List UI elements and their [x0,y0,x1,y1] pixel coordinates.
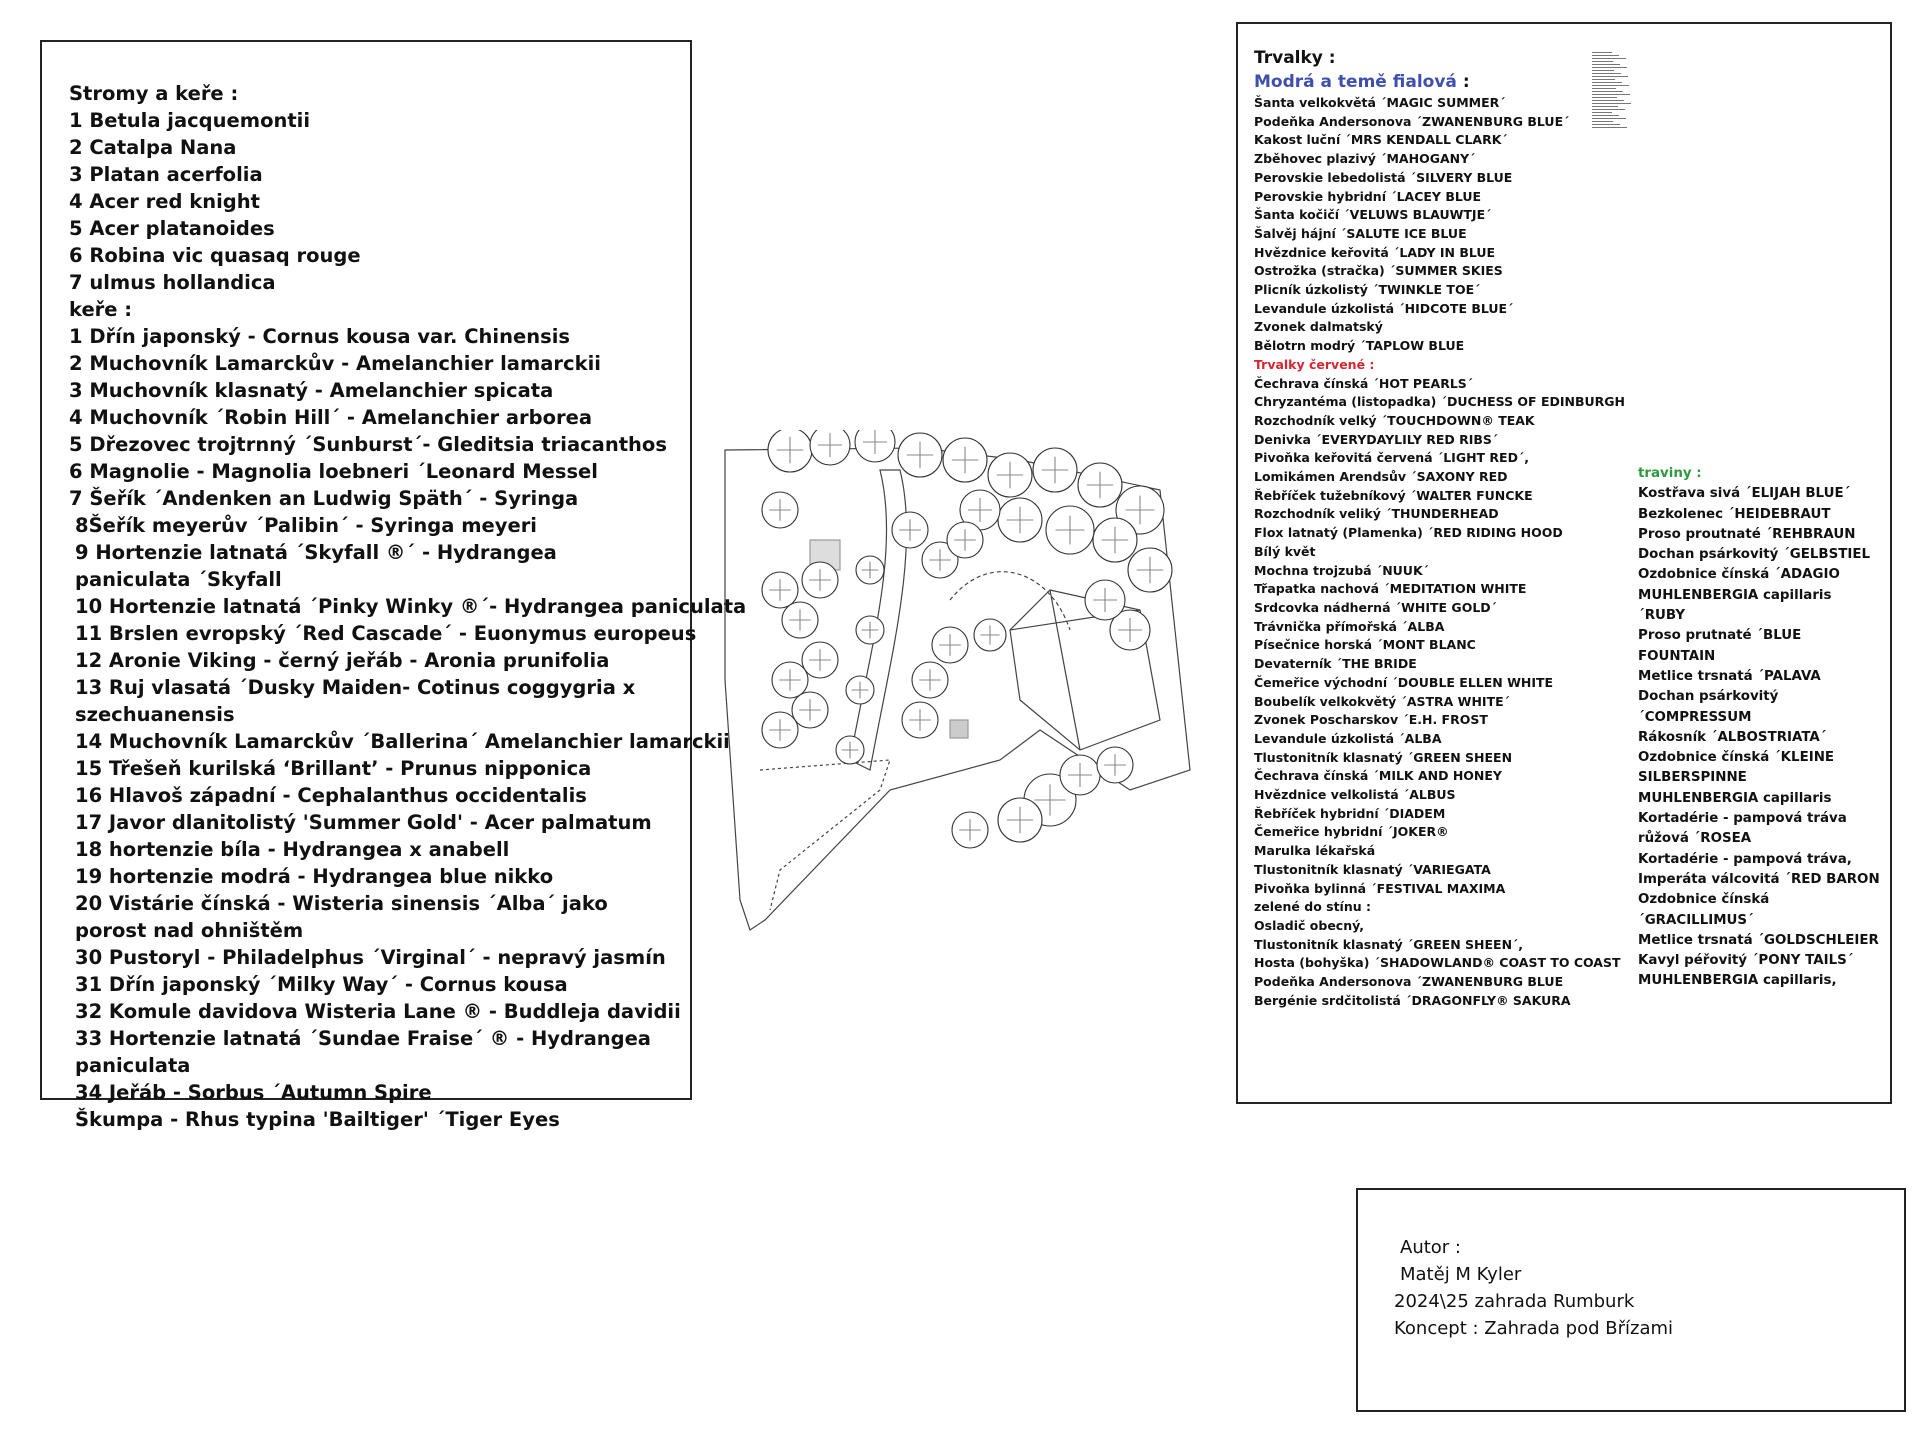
list-item: 4 Muchovník ´Robin Hill´ - Amelanchier arborea [69,406,593,429]
list-item: Hosta (bohyška) ´SHADOWLAND® COAST TO COAST [1254,955,1621,971]
list-item: 17 Javor dlanitolistý 'Summer Gold' - Acer palmatum [75,811,652,834]
list-item: Proso proutnaté ´REHBRAUN [1638,526,1856,542]
list-item: Tlustonitník klasnatý ´VARIEGATA [1254,861,1491,877]
list-item: 14 Muchovník Lamarckův ´Ballerina´ Amelanchier lamarckii [75,730,730,753]
list-item: Trávnička přímořská ´ALBA [1254,618,1445,634]
hedge-path [760,760,890,910]
list-item: 2 Catalpa Nana [69,136,237,159]
list-item: Hvězdnice keřovitá ´LADY IN BLUE [1254,244,1496,260]
list-item: Kavyl péřovitý ´PONY TAILS´ [1638,953,1854,969]
list-item: Čechrava čínská ´MILK AND HONEY [1254,768,1502,784]
list-item: 8Šeřík meyerův ´Palibin´ - Syringa meyeri [75,514,537,537]
trees-shrubs-legend [40,40,747,1131]
list-item: Rozchodník velký ´TOUCHDOWN® TEAK [1254,412,1535,428]
list-item: Plicník úzkolistý ´TWINKLE TOE´ [1254,282,1481,298]
author-label: Autor : [1400,1237,1461,1258]
list-item: Ozdobnice čínská ´GRACILLIMUS´ [1638,892,1770,928]
list-item: Bílý květ [1254,543,1316,559]
author-name: Matěj M Kyler [1400,1264,1522,1285]
list-item: 33 Hortenzie latnatá ´Sundae Fraise´ ® - Hydrangea paniculata [75,1027,651,1077]
list-item: Čechrava čínská ´HOT PEARLS´ [1254,375,1474,391]
list-item: Zvonek Poscharskov ´E.H. FROST [1254,712,1488,728]
list-item: 5 Acer platanoides [69,217,275,240]
grasses-column [1638,464,1883,992]
concept-name: Koncept : Zahrada pod Břízami [1394,1318,1674,1339]
list-item: Podeňka Andersonova ´ZWANENBURG BLUE´ [1254,113,1570,129]
list-item: Podeňka Andersonova ´ZWANENBURG BLUE [1254,974,1564,990]
list-item: 32 Komule davidova Wisteria Lane ® - Buddleja davidii [75,1000,681,1023]
list-item: Šalvěj hájní ´SALUTE ICE BLUE [1254,225,1467,241]
list-item: Šanta kočičí ´VELUWS BLAUWTJE´ [1254,207,1492,223]
list-item: 10 Hortenzie latnatá ´Pinky Winky ®´- Hydrangea paniculata [75,595,747,618]
list-item: Proso prutnaté ´BLUE FOUNTAIN [1638,628,1802,664]
list-item: Imperáta válcovitá ´RED BARON [1638,871,1880,887]
list-item: 2 Muchovník Lamarckův - Amelanchier lamarckii [69,352,601,375]
list-item: 31 Dřín japonský ´Milky Way´ - Cornus kousa [75,973,568,996]
list-item: 4 Acer red knight [69,190,260,213]
list-item: Dochan psárkovitý ´COMPRESSUM [1638,689,1779,725]
list-item: Kortadérie - pampová tráva, [1638,851,1852,867]
list-item: 7 Šeřík ´Andenken an Ludwig Späth´ - Syringa [69,487,579,510]
list-item: Zběhovec plazivý ´MAHOGANY´ [1254,151,1476,167]
list-item: Stromy a keře : [69,82,239,105]
list-item: Ozdobnice čínská ´KLEINE SILBERSPINNE [1638,750,1835,786]
list-item: 3 Muchovník klasnatý - Amelanchier spicata [69,379,554,402]
list-item: Chryzantéma (listopadka) ´DUCHESS OF EDINBURGH [1254,394,1626,410]
list-item: 9 Hortenzie latnatá ´Skyfall ®´ - Hydrangea paniculata ´Skyfall [75,541,557,591]
list-item: Perovskie lebedolistá ´SILVERY BLUE [1254,169,1513,185]
author-box [1356,1188,1906,1412]
list-item: 18 hortenzie bíla - Hydrangea x anabell [75,838,510,861]
list-item: MUHLENBERGIA capillaris [1638,790,1832,806]
list-item: 6 Magnolie - Magnolia loebneri ´Leonard Messel [69,460,598,483]
list-item: Boubelík velkokvětý ´ASTRA WHITE´ [1254,693,1510,709]
list-item: Rozchodník veliký ´THUNDERHEAD [1254,506,1499,522]
list-item: Pivoňka keřovitá červená ´LIGHT RED´, [1254,450,1529,466]
grasses-list [1638,484,1883,991]
list-item: Bělotrn modrý ´TAPLOW BLUE [1254,338,1465,354]
list-item: Ozdobnice čínská ´ADAGIO [1638,567,1840,583]
list-item: keře : [69,298,133,321]
perennials-legend [1236,22,1892,1104]
list-item: Bergénie srdčitolistá ´DRAGONFLY® SAKURA [1254,992,1571,1008]
list-item: Kortadérie - pampová tráva růžová ´ROSEA [1638,811,1847,847]
list-item: 1 Dřín japonský - Cornus kousa var. Chinensis [69,325,570,348]
list-item: Řebříček tužebníkový ´WALTER FUNCKE [1254,487,1533,503]
list-item: Řebříček hybridní ´DIADEM [1254,805,1446,821]
list-item: Flox latnatý (Plamenka) ´RED RIDING HOOD [1254,525,1563,541]
list-item: zelené do stínu : [1254,899,1371,915]
list-item: Škumpa - Rhus typina 'Bailtiger' ´Tiger Eyes [75,1108,560,1131]
list-item: Marulka lékařská [1254,843,1376,859]
list-item: 7 ulmus hollandica [69,271,276,294]
list-item: 12 Aronie Viking - černý jeřáb - Aronia prunifolia [75,649,610,672]
list-item: Šanta velkokvětá ´MAGIC SUMMER´ [1254,95,1506,110]
list-item: 5 Dřezovec trojtrnný ´Sunburst´- Gleditsia triacanthos [69,433,667,456]
perennials-column [1254,46,1625,1010]
list-item: 1 Betula jacquemontii [69,109,311,132]
list-item: Levandule úzkolistá ´HIDCOTE BLUE´ [1254,300,1514,316]
list-item: Tlustonitník klasnatý ´GREEN SHEEN´, [1254,936,1524,952]
list-item: Tlustonitník klasnatý ´GREEN SHEEN [1254,749,1513,765]
list-item: Bezkolenec ´HEIDEBRAUT [1638,506,1831,522]
list-item: Kostřava sivá ´ELIJAH BLUE´ [1638,486,1851,502]
blue-heading: Modrá a temě fialová : [1254,72,1470,92]
red-heading: Trvalky červené : [1254,356,1375,372]
list-item: Levandule úzkolistá ´ALBA [1254,730,1442,746]
list-item: 13 Ruj vlasatá ´Dusky Maiden- Cotinus coggygria x szechuanensis [75,676,636,726]
trees-list [69,80,747,1133]
list-item: 6 Robina vic quasaq rouge [69,244,361,267]
list-item: 16 Hlavoš západní - Cephalanthus occidentalis [75,784,587,807]
grasses-heading: traviny : [1638,466,1702,481]
perennials-title: Trvalky : [1254,48,1336,68]
bench [950,720,968,738]
list-item: Dochan psárkovitý ´GELBSTIEL [1638,547,1871,563]
list-item: Pivoňka bylinná ´FESTIVAL MAXIMA [1254,880,1506,896]
list-item: Čemeřice východní ´DOUBLE ELLEN WHITE [1254,674,1554,690]
list-item: Osladič obecný, [1254,917,1365,933]
list-item: Mochna trojzubá ´NUUK´ [1254,562,1429,578]
list-item: Ostrožka (stračka) ´SUMMER SKIES [1254,263,1503,279]
list-item: Zvonek dalmatský [1254,319,1383,335]
blue-perennials-list [1254,94,1625,356]
list-item: Čemeřice hybridní ´JOKER® [1254,824,1449,840]
list-item: Perovskie hybridní ´LACEY BLUE [1254,188,1482,204]
list-item: 15 Třešeň kurilská ‘Brillant’ - Prunus nipponica [75,757,592,780]
list-item: Metlice trsnatá ´PALAVA [1638,668,1821,684]
list-item: Devaterník ´THE BRIDE [1254,656,1417,672]
list-item: Rákosník ´ALBOSTRIATA´ [1638,729,1827,745]
red-perennials-list [1254,375,1625,1011]
list-item: Třapatka nachová ´MEDITATION WHITE [1254,581,1527,597]
list-item: Metlice trsnatá ´GOLDSCHLEIER [1638,932,1879,948]
list-item: Denivka ´EVERYDAYLILY RED RIBS´ [1254,431,1499,447]
garden-plan-drawing [720,430,1200,950]
list-item: Lomikámen Arendsův ´SAXONY RED [1254,469,1508,485]
list-item: Písečnice horská ´MONT BLANC [1254,637,1476,653]
list-item: 11 Brslen evropský ´Red Cascade´ - Euonymus europeus [75,622,697,645]
list-item: MUHLENBERGIA capillaris, [1638,973,1837,989]
list-item: Kakost luční ´MRS KENDALL CLARK´ [1254,132,1508,148]
list-item: 19 hortenzie modrá - Hydrangea blue nikko [75,865,554,888]
project-name: 2024\25 zahrada Rumburk [1394,1291,1635,1312]
list-item: Hvězdnice velkolistá ´ALBUS [1254,787,1456,803]
list-item: 34 Jeřáb - Sorbus ´Autumn Spire [75,1081,432,1104]
list-item: 20 Vistárie čínská - Wisteria sinensis ´Alba´ jako porost nad ohništěm [75,892,608,942]
list-item: MUHLENBERGIA capillaris ´RUBY [1638,587,1832,624]
list-item: 3 Platan acerfolia [69,163,263,186]
list-item: Srdcovka nádherná ´WHITE GOLD´ [1254,599,1497,615]
list-item: 30 Pustoryl - Philadelphus ´Virginal´ - nepravý jasmín [75,946,666,969]
